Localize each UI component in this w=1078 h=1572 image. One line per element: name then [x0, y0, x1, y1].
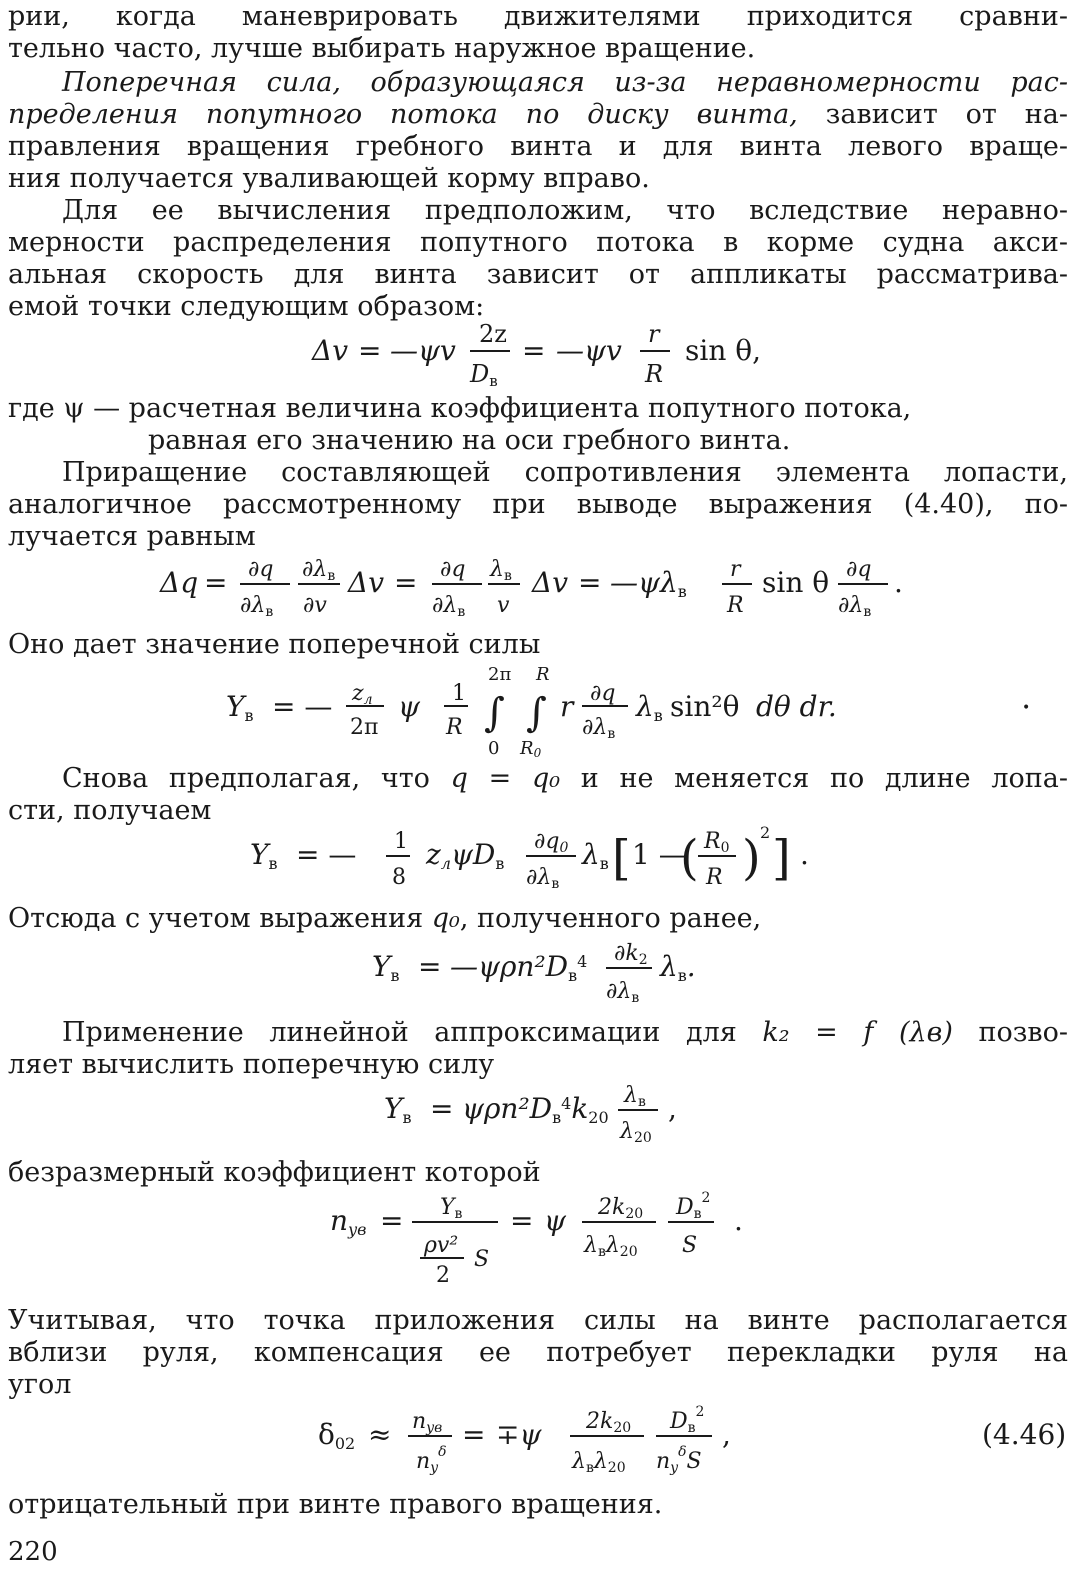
text-line	[8, 902, 1068, 936]
svg-text:R: R	[536, 664, 550, 685]
svg-text:∂q: ∂q	[846, 557, 872, 582]
text-line: сти, получаем	[8, 795, 212, 826]
svg-text:=: =	[358, 334, 382, 367]
svg-text:R0: R0	[704, 829, 730, 856]
svg-text:2k20: 2k20	[586, 1409, 632, 1436]
text-line: Оно дает значение поперечной силы	[8, 629, 541, 660]
equation-number: (4.46)	[982, 1418, 1067, 1451]
svg-text:zлψDв: zлψDв	[426, 838, 505, 873]
svg-text:.: .	[894, 566, 903, 599]
inline-math: q₀	[431, 903, 460, 934]
text-line	[62, 1016, 1068, 1050]
svg-text:S: S	[474, 1247, 490, 1272]
svg-text:,: ,	[722, 1418, 731, 1451]
svg-text:λв: λв	[490, 557, 512, 584]
text-line: безразмерный коэффициент которой	[8, 1157, 541, 1188]
text-line: емой точки следующим образом:	[8, 291, 485, 322]
svg-text:r: r	[560, 690, 574, 723]
text-line: отрицательный при винте правого вращения.	[8, 1489, 663, 1520]
svg-text:r: r	[730, 557, 741, 582]
svg-text:nyδ: $ny^\delta$	[416, 1444, 447, 1476]
svg-text:∂q: ∂q	[440, 557, 466, 582]
svg-text:nyв: nyв	[412, 1409, 443, 1436]
inline-math: k₂ = f (λв)	[762, 1017, 953, 1048]
svg-text:2: 2	[760, 823, 771, 842]
svg-text:2z: 2z	[479, 320, 507, 348]
svg-text:λв.: λв.	[660, 950, 696, 985]
equation-3	[0, 660, 1078, 758]
svg-text:.: .	[734, 1204, 743, 1237]
svg-text:∫: ∫	[526, 690, 547, 736]
svg-text:∓ψ: ∓ψ	[496, 1418, 542, 1451]
svg-text:Δv: Δv	[532, 566, 569, 599]
italic-phrase: пределения попутного потока по диску винта,	[8, 99, 798, 130]
text-span: Отсюда с учетом выражения	[8, 903, 432, 934]
inline-math: q = q₀	[450, 763, 561, 794]
svg-text:≈: ≈	[368, 1418, 392, 1451]
svg-text:Dв2: $Dв^2$	[676, 1190, 711, 1222]
svg-text:δ02: δ02	[318, 1418, 356, 1453]
svg-text:ψ: ψ	[544, 1204, 566, 1237]
svg-text:=: =	[430, 1092, 454, 1125]
svg-text:r: r	[648, 320, 660, 348]
svg-text:=: =	[522, 334, 546, 367]
text-line: альная скорость для винта зависит от аппликаты рассматрива-	[8, 259, 1068, 290]
svg-text:sin θ: sin θ	[762, 566, 830, 599]
svg-text:nyδS: $ny^\delta S$	[656, 1444, 702, 1476]
equation-6	[0, 1076, 1078, 1148]
text-line: Поперечная сила, образующаяся из-за неравномерности рас-	[62, 67, 1068, 98]
text-line: Приращение составляющей сопротивления элемента лопасти,	[62, 457, 1068, 488]
text-line: ляет вычислить поперечную силу	[8, 1049, 495, 1080]
svg-text:2k20: 2k20	[598, 1195, 644, 1222]
text-line: рии, когда маневрировать движителями приходится сравни-	[8, 1, 1068, 32]
svg-text:=: =	[418, 950, 442, 983]
svg-text:[: [	[612, 830, 631, 886]
svg-text:2: 2	[436, 1263, 450, 1288]
svg-text:Yв: Yв	[372, 950, 400, 985]
text-line	[62, 762, 1068, 796]
svg-text:=: =	[510, 1204, 534, 1237]
text-line	[8, 98, 1068, 132]
svg-text:=: =	[578, 566, 602, 599]
svg-text:dθ dr.: dθ dr.	[756, 690, 837, 723]
text-span: , полученного ранее,	[459, 903, 762, 934]
svg-text:): )	[742, 830, 761, 886]
svg-text:= —: = —	[296, 838, 357, 871]
svg-text:—ψρn²Dв4: $—\psi\rho n^2Dв^4$	[450, 950, 588, 985]
svg-text:sin θ,: sin θ,	[685, 334, 762, 367]
svg-text:]: ]	[772, 830, 791, 886]
svg-text:∂λв: ∂λв	[582, 715, 616, 742]
svg-text:∂λв: ∂λв	[838, 593, 872, 620]
svg-text:∫: ∫	[484, 690, 505, 736]
svg-text:(: (	[680, 830, 699, 886]
svg-text:—ψv: —ψv	[390, 334, 456, 367]
svg-text:2π: 2π	[350, 715, 379, 740]
text-line: тельно часто, лучше выбирать наружное вращение.	[8, 33, 756, 64]
svg-text:R: R	[645, 360, 664, 386]
svg-text:=: =	[394, 566, 418, 599]
svg-text:λв: λв	[582, 838, 609, 873]
text-line: правления вращения гребного винта и для винта левого враще-	[8, 131, 1068, 162]
svg-text:λвλ20: λвλ20	[584, 1233, 638, 1260]
text-line: Учитывая, что точка приложения силы на винте располагается	[8, 1305, 1068, 1336]
equation-5	[0, 936, 1078, 1010]
svg-text:Δv: Δv	[348, 566, 385, 599]
svg-text:Yв: Yв	[440, 1195, 463, 1222]
svg-text:R: R	[727, 593, 744, 618]
svg-text:∂v: ∂v	[303, 593, 327, 618]
text-span: Применение линейной аппроксимации для	[62, 1017, 763, 1048]
svg-text:λв: λв	[636, 690, 663, 725]
svg-text:1 —: 1 —	[632, 838, 687, 871]
svg-text:Dв: Dв	[470, 360, 498, 386]
svg-text:R: R	[446, 715, 463, 740]
svg-text:=: =	[204, 566, 228, 599]
svg-text:∂λв: ∂λв	[302, 557, 336, 584]
text-line: равная его значению на оси гребного винта.	[148, 425, 791, 456]
svg-text:.: .	[800, 838, 809, 871]
text-line: вблизи руля, компенсация ее потребует перекладки руля на	[8, 1337, 1068, 1368]
text-span: и не меняется по длине лопа-	[560, 763, 1068, 794]
svg-text:Δq: Δq	[160, 566, 199, 599]
svg-text:=: =	[380, 1204, 404, 1237]
svg-text:—ψv: —ψv	[556, 334, 622, 367]
equation-2	[0, 550, 1078, 624]
svg-text:—ψλв: —ψλв	[610, 566, 687, 601]
svg-text:0: 0	[488, 738, 500, 758]
svg-text:∂q: ∂q	[590, 681, 616, 706]
text-line: угол	[8, 1369, 72, 1400]
svg-text:= —: = —	[272, 690, 333, 723]
svg-text:1: 1	[452, 681, 466, 706]
svg-text:ρv²: ρv²	[424, 1233, 459, 1258]
svg-text:2π: 2π	[488, 664, 512, 685]
svg-text:λв: λв	[624, 1083, 646, 1110]
svg-text:zл: zл	[352, 681, 373, 708]
svg-text:Δv: Δv	[312, 334, 349, 367]
text-line: ния получается уваливающей корму вправо.	[8, 163, 650, 194]
svg-text:nyв: nyв	[330, 1204, 367, 1239]
svg-text:Yв: Yв	[384, 1092, 412, 1127]
text-line: где ψ — расчетная величина коэффициента попутного потока,	[8, 393, 912, 424]
text-line: аналогичное рассмотренному при выводе выражения (4.40), по-	[8, 489, 1068, 520]
svg-text:∂q0: ∂q0	[534, 829, 569, 856]
svg-text:ψρn²Dв4k20: $\psi\rho n^2Dв^4k20$	[462, 1092, 609, 1127]
svg-text:ψ: ψ	[398, 690, 420, 723]
svg-text:R0: R0	[520, 738, 542, 758]
page-number: 220	[8, 1537, 58, 1567]
svg-text:λ20: λ20	[620, 1119, 652, 1146]
text-line: мерности распределения попутного потока в корме судна акси-	[8, 227, 1068, 258]
svg-text:Dв2: $Dв^2$	[670, 1404, 705, 1436]
svg-text:∂k2: ∂k2	[614, 941, 648, 968]
svg-text:λвλ20: λвλ20	[572, 1449, 626, 1476]
equation-7	[0, 1186, 1078, 1294]
svg-text:∂λв: ∂λв	[606, 979, 640, 1006]
text-span: позво-	[952, 1017, 1069, 1048]
svg-text:8: 8	[392, 865, 406, 890]
svg-text:v: v	[497, 593, 510, 618]
text-line: лучается равным	[8, 521, 256, 552]
svg-text:,: ,	[668, 1092, 677, 1125]
equation-4	[0, 818, 1078, 898]
equation-8	[0, 1398, 1078, 1480]
svg-text:∂λв: ∂λв	[240, 593, 274, 620]
svg-text:∂q: ∂q	[248, 557, 274, 582]
svg-text:Yв: Yв	[226, 690, 254, 725]
svg-text:∂λв: ∂λв	[526, 865, 560, 892]
svg-text:∂λв: ∂λв	[432, 593, 466, 620]
svg-text:=: =	[462, 1418, 486, 1451]
equation-1	[0, 312, 1078, 386]
svg-text:Yв: Yв	[250, 838, 278, 873]
text-span: зависит от на-	[797, 99, 1069, 130]
svg-text:R: R	[706, 865, 723, 890]
text-span: Снова предполагая, что	[62, 763, 451, 794]
svg-text:sin²θ: sin²θ	[670, 690, 740, 723]
svg-text:•: •	[1022, 700, 1031, 716]
svg-text:S: S	[682, 1233, 698, 1258]
text-line: Для ее вычисления предположим, что вследствие неравно-	[62, 195, 1068, 226]
svg-text:1: 1	[394, 829, 408, 854]
